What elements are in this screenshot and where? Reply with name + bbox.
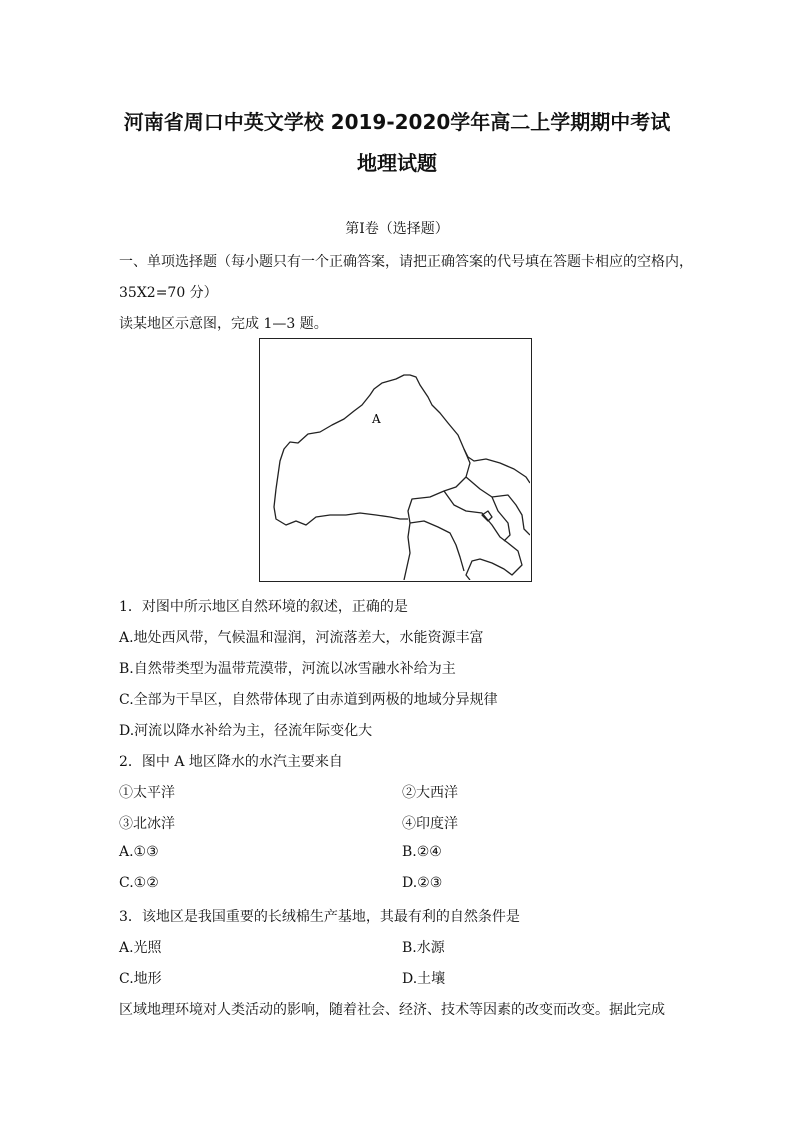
question-3-option-c: C.地形 (119, 971, 162, 987)
question-1-option-a: A.地处西风带，气候温和湿润，河流落差大，水能资源丰富 (119, 630, 484, 646)
trailing-paragraph: 区域地理环境对人类活动的影响，随着社会、经济、技术等因素的改变而改变。据此完成 (119, 1002, 665, 1018)
inner-boundary (404, 449, 470, 580)
instruction-line1: 一、单项选择题（每小题只有一个正确答案，请把正确答案的代号填在答题卡相应的空格内， (119, 254, 693, 270)
map-outline-graphic (260, 339, 530, 580)
section-heading: 第Ⅰ卷（选择题） (345, 221, 449, 237)
question-2-item-3: ③北冰洋 (119, 816, 175, 832)
question-3-option-d: D.土壤 (402, 971, 446, 987)
map-label-a: A (372, 412, 381, 426)
question-3-option-a: A.光照 (119, 940, 162, 956)
exam-title-line2: 地理试题 (357, 151, 437, 175)
region-border (276, 375, 530, 489)
question-2-item-1: ①太平洋 (119, 785, 175, 801)
question-3-option-b: B.水源 (402, 940, 445, 956)
east-boundary-1 (466, 477, 530, 535)
east-boundary-3 (492, 497, 510, 541)
question-2-option-b: B.②④ (402, 844, 442, 860)
question-2-item-4: ④印度洋 (402, 816, 458, 832)
instruction-line2: 35X2=70 分） (119, 285, 218, 301)
question-3-stem: 3．该地区是我国重要的长绒棉生产基地，其最有利的自然条件是 (119, 909, 520, 925)
map-intro: 读某地区示意图，完成 1—3 题。 (119, 316, 328, 332)
question-2-option-d: D.②③ (402, 875, 443, 891)
question-1-option-b: B.自然带类型为温带荒漠带，河流以冰雪融水补给为主 (119, 661, 456, 677)
question-2-item-2: ②大西洋 (402, 785, 458, 801)
exam-title-line1: 河南省周口中英文学校 2019-2020学年高二上学期期中考试 (123, 110, 671, 134)
question-1-option-d: D.河流以降水补给为主，径流年际变化大 (119, 723, 373, 739)
question-1-stem: 1．对图中所示地区自然环境的叙述，正确的是 (119, 599, 408, 615)
lake-outline (482, 511, 492, 521)
question-1-option-c: C.全部为干旱区，自然带体现了由赤道到两极的地域分异规律 (119, 692, 498, 708)
question-2-option-a: A.①③ (119, 844, 159, 860)
south-boundary (410, 521, 464, 571)
question-2-stem: 2．图中 A 地区降水的水汽主要来自 (119, 754, 343, 770)
southern-border (274, 489, 408, 525)
question-2-option-c: C.①② (119, 875, 159, 891)
region-map (259, 338, 532, 582)
